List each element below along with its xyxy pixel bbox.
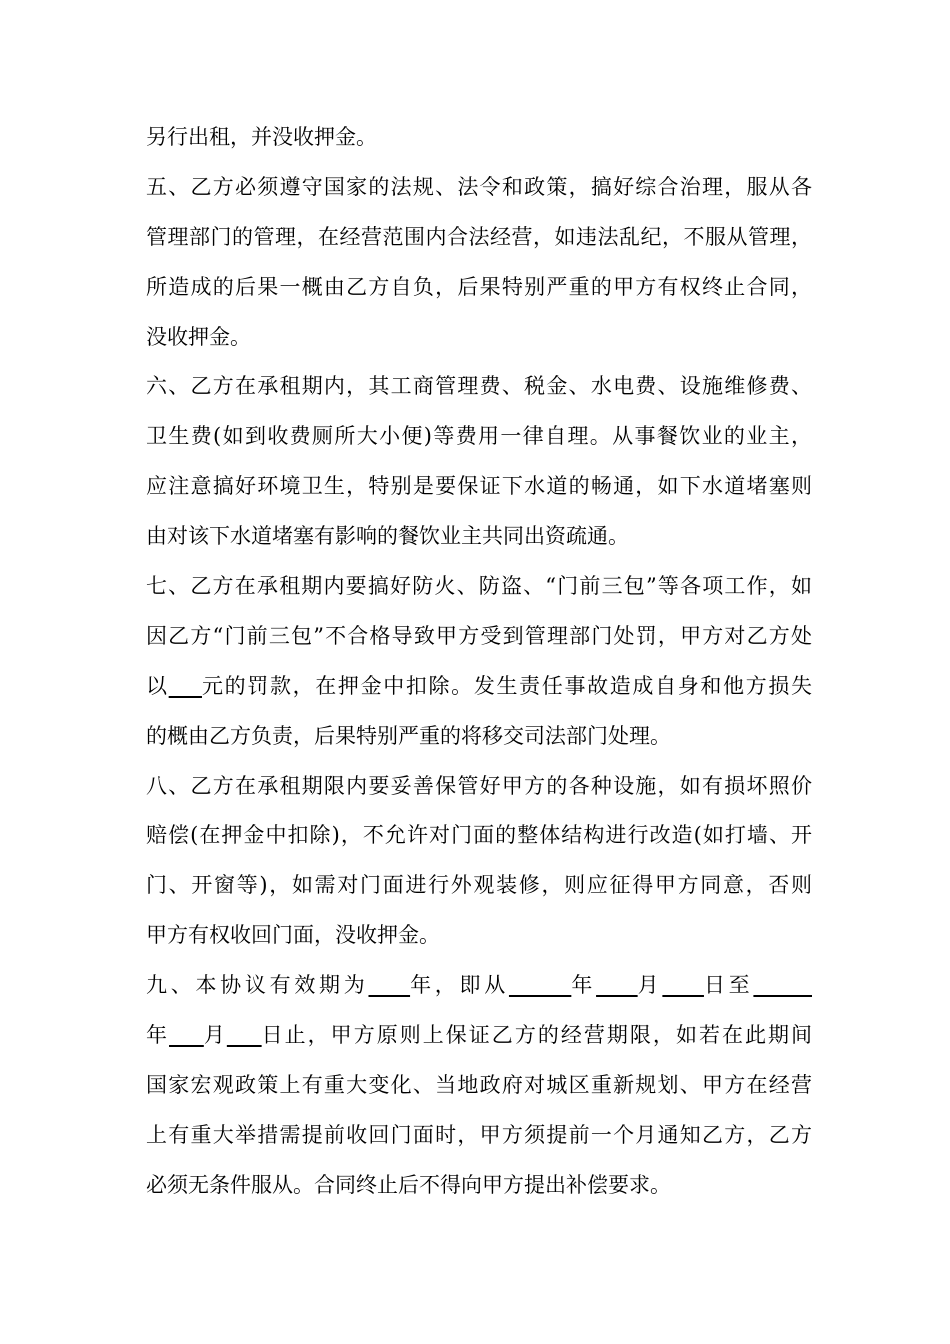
fill-in-blank bbox=[227, 1023, 262, 1047]
fill-in-blank bbox=[753, 973, 812, 997]
clause-9-line-5: 必须无条件服从。合同终止后不得向甲方提出补偿要求。 bbox=[146, 1172, 671, 1197]
clause-7-line-2: 因乙方“门前三包”不合格导致甲方受到管理部门处罚，甲方对乙方处 bbox=[146, 623, 812, 648]
clause-6-line-1: 六、乙方在承租期内，其工商管理费、税金、水电费、设施维修费、 bbox=[146, 374, 812, 399]
clause-8-line-4: 甲方有权收回门面，没收押金。 bbox=[146, 923, 440, 948]
clause-6-line-2: 卫生费(如到收费厕所大小便)等费用一律自理。从事餐饮业的业主， bbox=[146, 424, 812, 449]
clause-5-line-1: 五、乙方必须遵守国家的法规、法令和政策，搞好综合治理，服从各 bbox=[146, 174, 812, 199]
fill-in-blank bbox=[662, 973, 704, 997]
clause-7-line-4: 的概由乙方负责，后果特别严重的将移交司法部门处理。 bbox=[146, 723, 671, 748]
clause-9-line-2: 年 月 日止，甲方原则上保证乙方的经营期限，如若在此期间 bbox=[146, 1023, 812, 1048]
clause-7-line-3: 以 元的罚款，在押金中扣除。发生责任事故造成自身和他方损失 bbox=[146, 673, 812, 698]
clause-5-line-3: 所造成的后果一概由乙方自负，后果特别严重的甲方有权终止合同， bbox=[146, 274, 812, 299]
clause-8-line-3: 门、开窗等)，如需对门面进行外观装修，则应征得甲方同意，否则 bbox=[146, 873, 812, 898]
continuation-line-1: 另行出租，并没收押金。 bbox=[146, 125, 377, 149]
clause-6-line-3: 应注意搞好环境卫生，特别是要保证下水道的畅通，如下水道堵塞则 bbox=[146, 474, 812, 499]
fill-in-blank bbox=[169, 674, 202, 698]
fill-in-blank bbox=[596, 973, 638, 997]
fill-in-blank bbox=[169, 1023, 204, 1047]
fill-in-blank bbox=[368, 973, 410, 997]
clause-6-line-4: 由对该下水道堵塞有影响的餐饮业主共同出资疏通。 bbox=[146, 524, 629, 549]
fill-in-blank bbox=[509, 973, 571, 997]
clause-9-line-3: 国家宏观政策上有重大变化、当地政府对城区重新规划、甲方在经营 bbox=[146, 1072, 812, 1097]
clause-7-line-1: 七、乙方在承租期内要搞好防火、防盗、“门前三包”等各项工作，如 bbox=[146, 574, 812, 599]
clause-8-line-1: 八、乙方在承租期限内要妥善保管好甲方的各种设施，如有损坏照价 bbox=[146, 773, 812, 798]
contract-body bbox=[146, 113, 812, 1211]
clause-5-line-2: 管理部门的管理，在经营范围内合法经营，如违法乱纪，不服从管理， bbox=[146, 224, 812, 249]
clause-5-line-4: 没收押金。 bbox=[146, 324, 251, 349]
clause-8-line-2: 赔偿(在押金中扣除)，不允许对门面的整体结构进行改造(如打墙、开 bbox=[146, 823, 812, 848]
clause-9-line-1: 九、本协议有效期为 年，即从 年 月 日至 bbox=[146, 961, 812, 1011]
clause-9-line-4: 上有重大举措需提前收回门面时，甲方须提前一个月通知乙方，乙方 bbox=[146, 1122, 812, 1147]
